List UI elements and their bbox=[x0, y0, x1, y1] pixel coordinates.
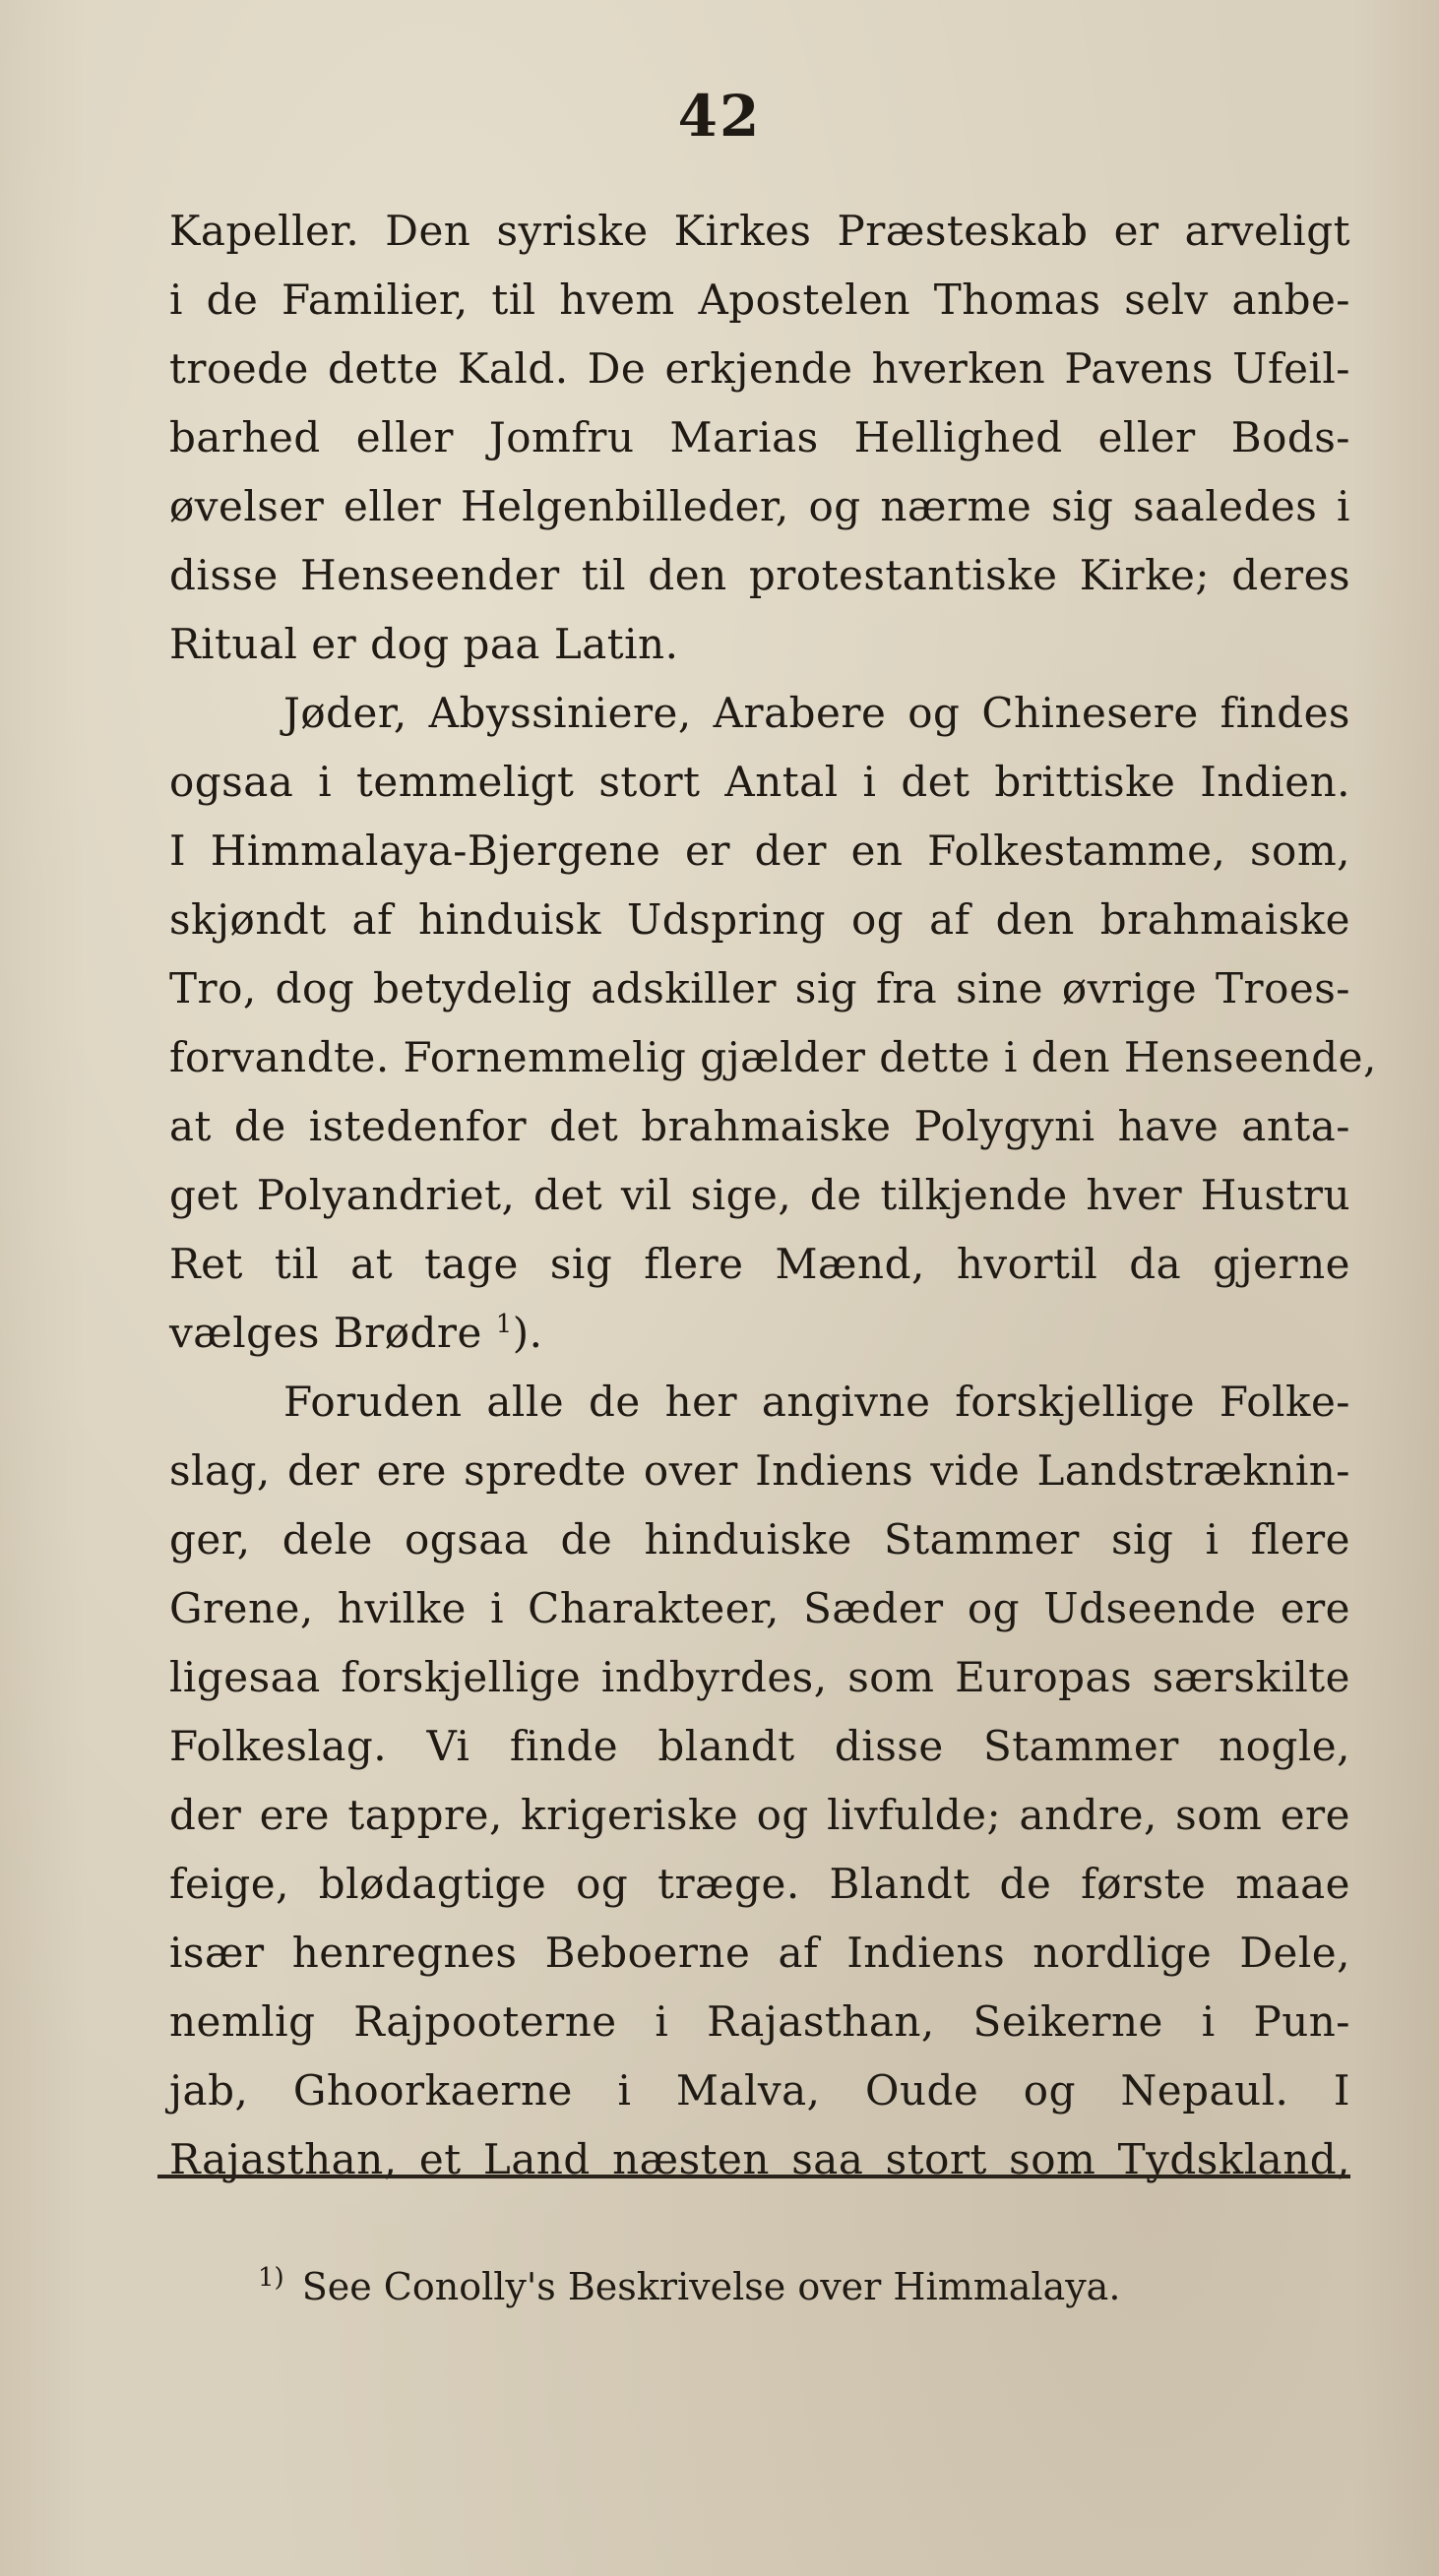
text-line: Kapeller. Den syriske Kirkes Præsteskab er arveligt bbox=[169, 207, 1350, 255]
text-line: Ritual er dog paa Latin. bbox=[169, 620, 679, 668]
text-line-with-footnote-ref bbox=[169, 1299, 1350, 1368]
text-line: Folkeslag. Vi finde blandt disse Stammer nogle, bbox=[169, 1722, 1350, 1770]
text-line: get Polyandriet, det vil sige, de tilkjende hver Hustru bbox=[169, 1171, 1350, 1219]
text-line: skjøndt af hinduisk Udspring og af den brahmaiske bbox=[169, 895, 1350, 944]
footnote bbox=[258, 2255, 1242, 2318]
page-number: 42 bbox=[677, 83, 762, 150]
text-segment: ). bbox=[512, 1309, 543, 1357]
text-line: Rajasthan, et Land næsten saa stort som Tydskland, bbox=[169, 2135, 1350, 2183]
text-line: ger, dele ogsaa de hinduiske Stammer sig i flere bbox=[169, 1515, 1350, 1564]
text-line: feige, blødagtige og træge. Blandt de første maae bbox=[169, 1860, 1350, 1908]
text-line: Grene, hvilke i Charakteer, Sæder og Udseende ere bbox=[169, 1584, 1350, 1632]
text-line: I Himmalaya-Bjergene er der en Folkestamme, som, bbox=[169, 827, 1350, 875]
text-line: Ret til at tage sig flere Mænd, hvortil da gjerne bbox=[169, 1240, 1350, 1288]
footnote-reference: 1 bbox=[495, 1310, 513, 1339]
text-line: i de Familier, til hvem Apostelen Thomas selv anbe- bbox=[169, 276, 1350, 324]
text-line: Tro, dog betydelig adskiller sig fra sine øvrige Troes- bbox=[169, 964, 1350, 1012]
text-line: nemlig Rajpooterne i Rajasthan, Seikerne i Pun- bbox=[169, 1997, 1350, 2046]
text-line: ogsaa i temmeligt stort Antal i det brittiske Indien. bbox=[169, 758, 1350, 806]
text-line: især henregnes Beboerne af Indiens nordlige Dele, bbox=[169, 1929, 1350, 1977]
text-line: Jøder, Abyssiniere, Arabere og Chinesere findes bbox=[283, 689, 1350, 737]
text-line: troede dette Kald. De erkjende hverken Pavens Ufeil- bbox=[169, 344, 1350, 393]
text-line: øvelser eller Helgenbilleder, og nærme sig saaledes i bbox=[169, 482, 1350, 530]
text-line: slag, der ere spredte over Indiens vide Landstræknin- bbox=[169, 1446, 1350, 1495]
footnote-text: See Conolly's Beskrivelse over Himmalaya. bbox=[301, 2265, 1121, 2308]
text-line: der ere tappre, krigeriske og livfulde; andre, som ere bbox=[169, 1791, 1350, 1839]
text-line: ligesaa forskjellige indbyrdes, som Europas særskilte bbox=[169, 1653, 1350, 1701]
text-line: at de istedenfor det brahmaiske Polygyni have anta- bbox=[169, 1102, 1350, 1150]
text-line: forvandte. Fornemmelig gjælder dette i den Henseende, bbox=[169, 1033, 1377, 1081]
text-line: disse Henseender til den protestantiske Kirke; deres bbox=[169, 551, 1350, 599]
text-segment: vælges Brødre bbox=[169, 1309, 482, 1357]
text-line: barhed eller Jomfru Marias Hellighed eller Bods- bbox=[169, 413, 1350, 461]
text-line: Foruden alle de her angivne forskjellige Folke- bbox=[283, 1378, 1350, 1426]
footnote-marker: 1) bbox=[258, 2263, 284, 2294]
text-line: jab, Ghoorkaerne i Malva, Oude og Nepaul. I bbox=[169, 2066, 1350, 2115]
footnote-divider bbox=[157, 2175, 1350, 2178]
body-text bbox=[169, 197, 1377, 2194]
